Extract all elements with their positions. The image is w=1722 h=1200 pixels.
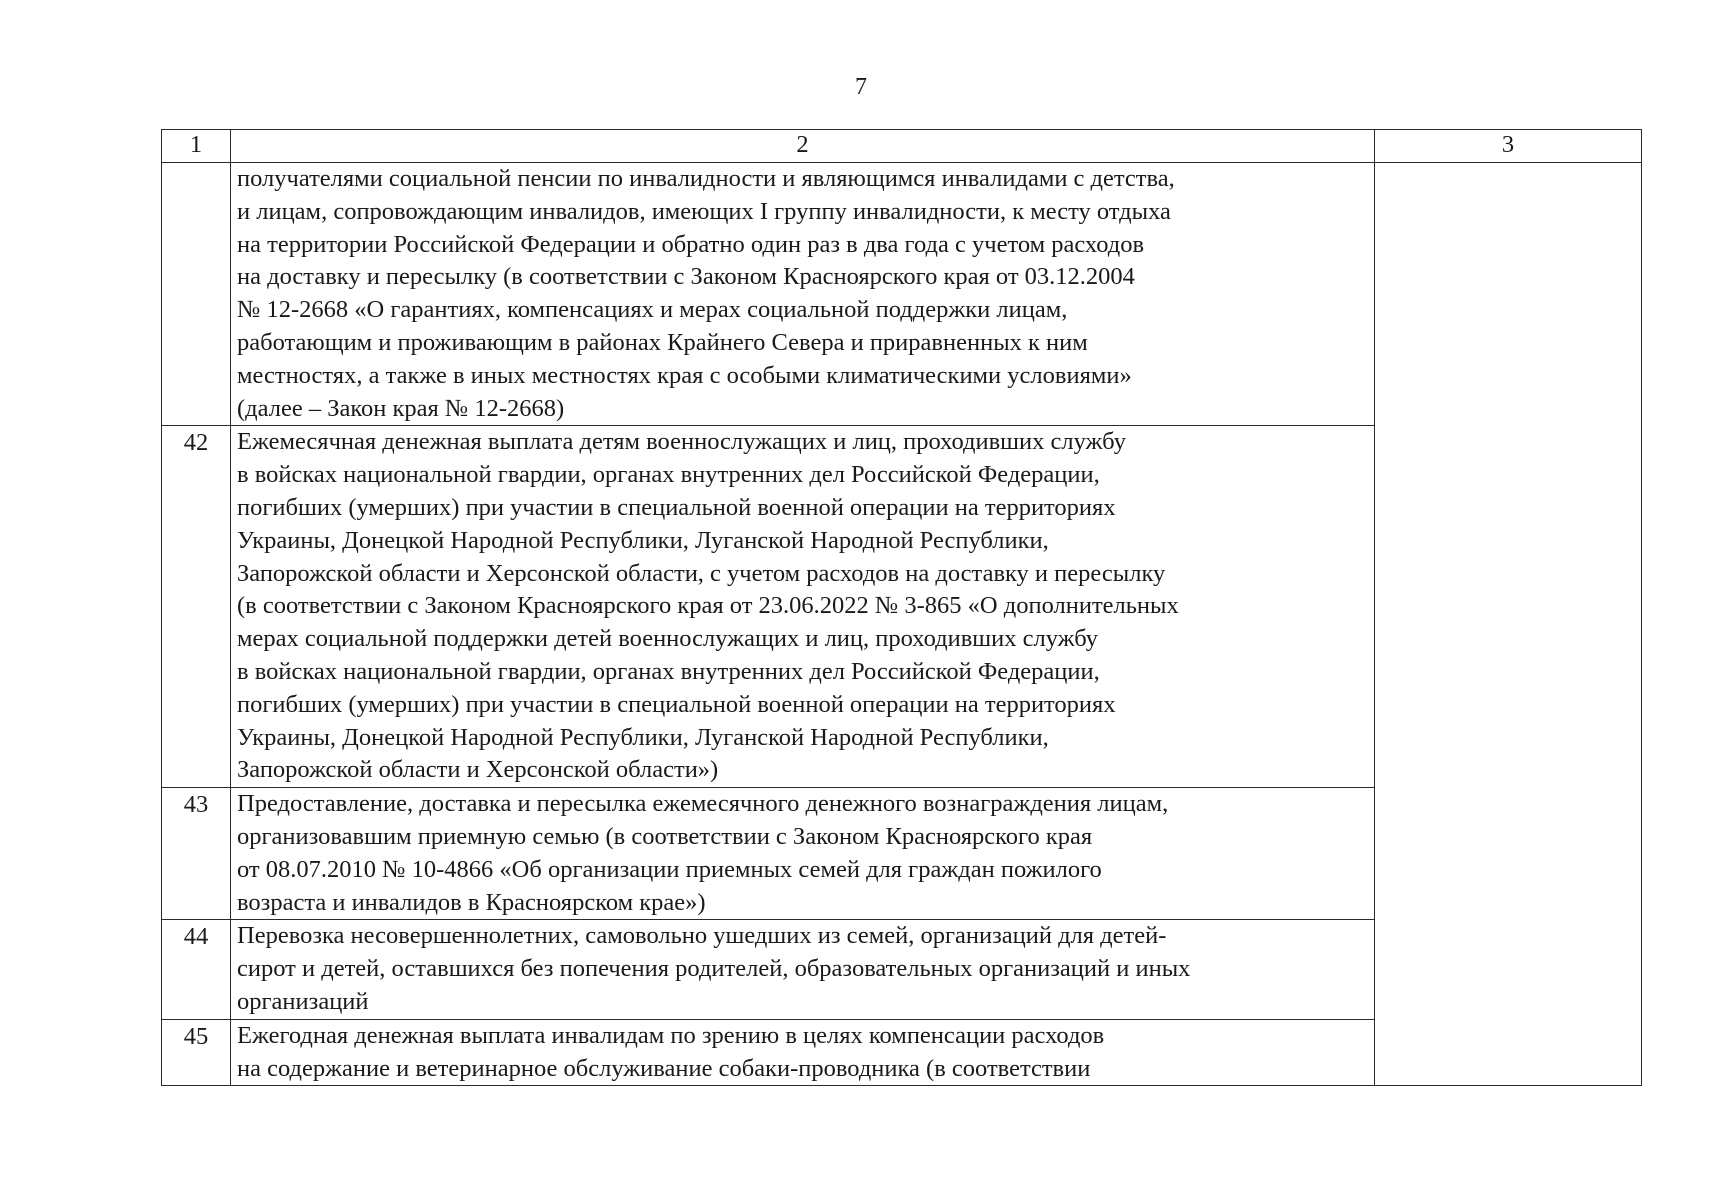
description-line: № 12-2668 «О гарантиях, компенсациях и мерах социальной поддержки лицам, xyxy=(237,296,1068,324)
description-line: (в соответствии с Законом Красноярского края от 23.06.2022 № 3-865 «О дополнительных xyxy=(237,592,1179,620)
description-line: Запорожской области и Херсонской области») xyxy=(237,756,719,784)
description-line: сирот и детей, оставшихся без попечения родителей, образовательных организаций и иных xyxy=(237,955,1191,983)
description-line: организовавшим приемную семью (в соответствии с Законом Красноярского края xyxy=(237,822,1093,850)
row-number: 42 xyxy=(162,426,231,788)
description-line: в войсках национальной гвардии, органах внутренних дел Российской Федерации, xyxy=(237,657,1100,685)
page-number: 7 xyxy=(855,74,867,100)
column-header-2: 2 xyxy=(231,130,1375,163)
description-line: Ежегодная денежная выплата инвалидам по зрению в целях компенсации расходов xyxy=(237,1021,1105,1049)
description-line: на территории Российской Федерации и обратно один раз в два года с учетом расходов xyxy=(237,230,1145,258)
description-line: в войсках национальной гвардии, органах внутренних дел Российской Федерации, xyxy=(237,461,1100,489)
row-description xyxy=(231,163,1375,426)
description-line: (далее – Закон края № 12-2668) xyxy=(237,394,565,422)
table-row xyxy=(162,163,1642,426)
description-line: и лицам, сопровождающим инвалидов, имеющих I группу инвалидности, к месту отдыха xyxy=(237,197,1171,225)
description-line: на содержание и ветеринарное обслуживание собаки-проводника (в соответствии xyxy=(237,1054,1091,1082)
table-header-row xyxy=(162,130,1642,163)
description-line: возраста и инвалидов в Красноярском крае») xyxy=(237,888,706,916)
description-line: погибших (умерших) при участии в специальной военной операции на территориях xyxy=(237,493,1116,521)
description-line: мерах социальной поддержки детей военнослужащих и лиц, проходивших службу xyxy=(237,625,1099,653)
description-line: местностях, а также в иных местностях края с особыми климатическими условиями» xyxy=(237,361,1132,389)
description-line: работающим и проживающим в районах Крайнего Севера и приравненных к ним xyxy=(237,328,1088,356)
column-3-cell xyxy=(1375,163,1642,1086)
description-line: Ежемесячная денежная выплата детям военнослужащих и лиц, проходивших службу xyxy=(237,428,1126,456)
description-line: погибших (умерших) при участии в специальной военной операции на территориях xyxy=(237,690,1116,718)
column-header-1: 1 xyxy=(162,130,231,163)
row-number: 45 xyxy=(162,1019,231,1086)
row-number xyxy=(162,163,231,426)
description-line: получателями социальной пенсии по инвалидности и являющимся инвалидами с детства, xyxy=(237,165,1175,192)
description-line: организаций xyxy=(237,987,369,1015)
row-number: 43 xyxy=(162,788,231,920)
row-number: 44 xyxy=(162,920,231,1019)
description-line: от 08.07.2010 № 10-4866 «Об организации приемных семей для граждан пожилого xyxy=(237,855,1102,883)
row-description xyxy=(231,920,1375,1019)
description-line: Предоставление, доставка и пересылка ежемесячного денежного вознаграждения лицам, xyxy=(237,790,1169,818)
description-line: Перевозка несовершеннолетних, самовольно ушедших из семей, организаций для детей- xyxy=(237,922,1167,950)
description-line: на доставку и пересылку (в соответствии с Законом Красноярского края от 03.12.2004 xyxy=(237,263,1135,291)
description-line: Запорожской области и Херсонской области, с учетом расходов на доставку и пересылку xyxy=(237,559,1166,587)
row-description xyxy=(231,426,1375,788)
row-description xyxy=(231,1019,1375,1086)
description-line: Украины, Донецкой Народной Республики, Луганской Народной Республики, xyxy=(237,723,1049,751)
column-header-3: 3 xyxy=(1375,130,1642,163)
row-description xyxy=(231,788,1375,920)
services-table xyxy=(161,129,1642,1086)
description-line: Украины, Донецкой Народной Республики, Луганской Народной Республики, xyxy=(237,526,1049,554)
